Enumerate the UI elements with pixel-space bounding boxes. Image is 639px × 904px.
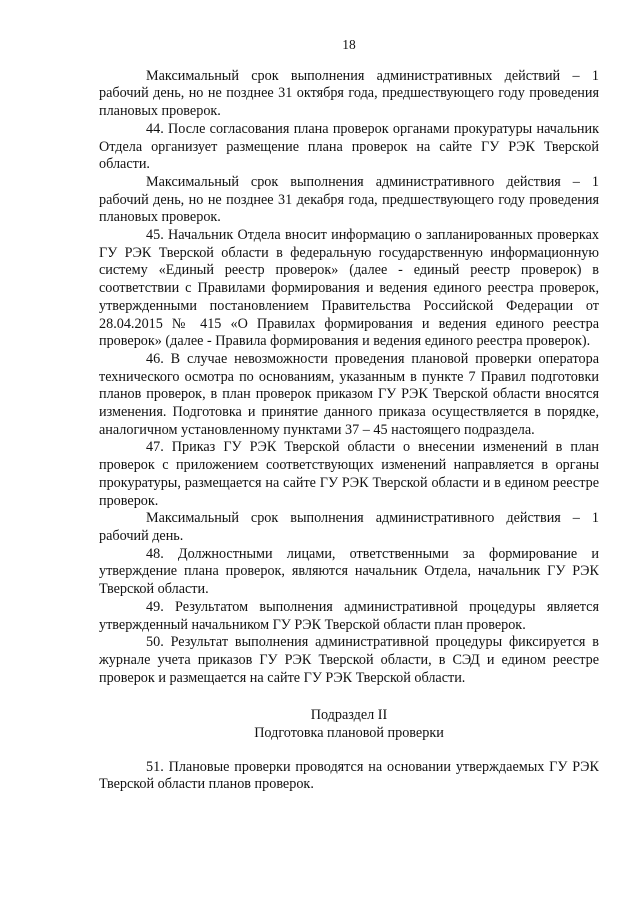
- paragraphs-top: [99, 68, 599, 688]
- paragraph: 50. Результат выполнения административной процедуры фиксируется в журнале учета приказов ГУ РЭК Тверской области, в СЭД и едином реестре проверок и размещается на сайте ГУ РЭК Тверской области.: [99, 634, 599, 686]
- subsection-title: Подготовка плановой проверки: [254, 725, 444, 742]
- page-number: 18: [342, 37, 356, 52]
- paragraph: Максимальный срок выполнения административного действия – 1 рабочий день.: [99, 510, 599, 544]
- paragraph: 49. Результатом выполнения административной процедуры является утвержденный начальником ГУ РЭК Тверской области план проверок.: [99, 598, 599, 633]
- paragraph: Максимальный срок выполнения административных действий – 1 рабочий день, но не позднее 31 октября года, предшествующего году проведения плановых проверок.: [99, 67, 599, 120]
- paragraph: 51. Плановые проверки проводятся на основании утверждаемых ГУ РЭК Тверской области планов проверок.: [99, 758, 599, 793]
- subsection-heading: [99, 707, 599, 742]
- paragraph: Максимальный срок выполнения административного действия – 1 рабочий день, но не позднее 31 декабря года, предшествующего году проведения плановых проверок.: [99, 173, 599, 226]
- paragraph: 44. После согласования плана проверок органами прокуратуры начальник Отдела организует размещение плана проверок на сайте ГУ РЭК Тверской области.: [99, 120, 599, 173]
- paragraph: 46. В случае невозможности проведения плановой проверки оператора технического осмотра по основаниям, указанным в пункте 7 Правил подготовки планов проверок, в план проверок приказом ГУ РЭК Тверской области вносятся изменения. Подготовка и принятие данного приказа осуществляется в порядке, аналогичном установленному пунктами 37 – 45 настоящего подраздела.: [99, 350, 599, 438]
- paragraph: 45. Начальник Отдела вносит информацию о запланированных проверках ГУ РЭК Тверской области в федеральную государственную информационную систему «Единый реестр проверок» (далее - единый реестр проверок) в соответствии с Правилами формирования и ведения единого реестра проверок, утвержденными постановлением Правительства Российской Федерации от 28.04.2015 № 415 «О Правилах формирования и ведения единого реестра проверок» (далее - Правила формирования и ведения единого реестра проверок).: [99, 227, 599, 350]
- subsection-label: Подраздел II: [310, 707, 388, 724]
- paragraph: 48. Должностными лицами, ответственными за формирование и утверждение плана проверок, являются начальник Отдела, начальник ГУ РЭК Тверской области.: [99, 545, 599, 598]
- paragraph: 47. Приказ ГУ РЭК Тверской области о внесении изменений в план проверок с приложением соответствующих изменений направляется в органы прокуратуры, размещается на сайте ГУ РЭК Тверской области и в едином реестре проверок.: [99, 439, 599, 509]
- paragraphs-bottom: [99, 759, 599, 794]
